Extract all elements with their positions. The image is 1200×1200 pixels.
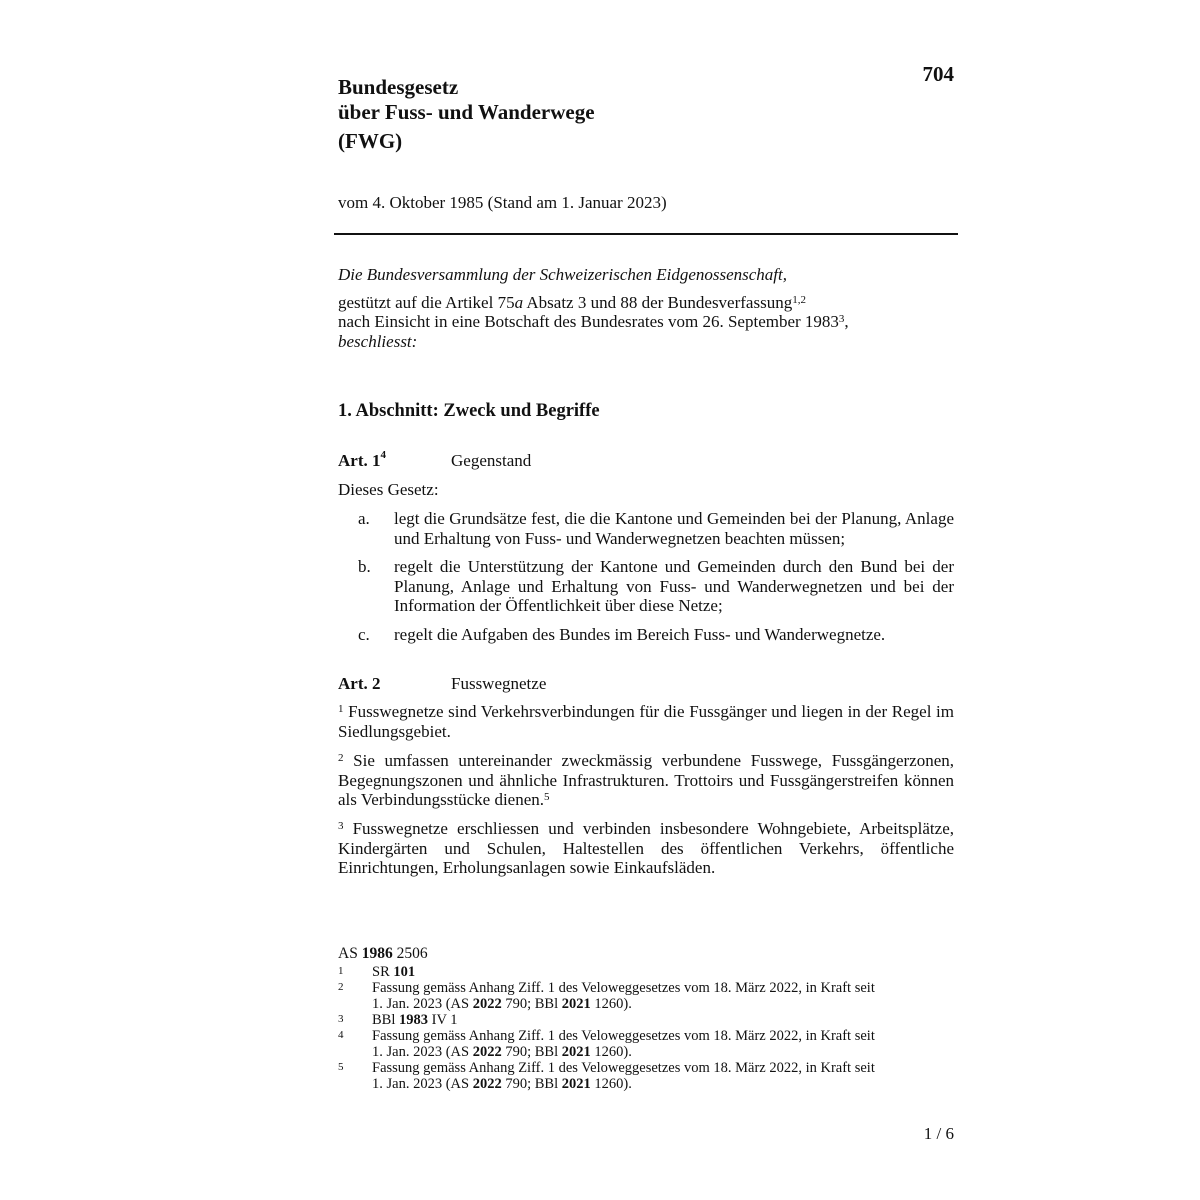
list-text: legt die Grundsätze fest, die die Kantone und Gemeinden bei der Planung, Anlage und Erhaltung von Fuss- und Wanderwegnetzen beachten müssen;: [394, 509, 954, 548]
footnote-bold: 2021: [561, 1044, 591, 1060]
footnote: [338, 1060, 958, 1092]
sr-number: 704: [922, 62, 954, 86]
footnote-text: 790; BBl: [501, 996, 562, 1012]
footnote: [338, 980, 958, 1012]
paragraph: [338, 702, 954, 741]
as-reference: [338, 946, 958, 962]
footnote-text: 1. Jan. 2023 (AS: [372, 1076, 473, 1092]
footnote-text: 1. Jan. 2023 (AS: [372, 996, 473, 1012]
footnote-text: IV 1: [428, 1012, 458, 1028]
article-number: [338, 451, 451, 471]
footnote-bold: 2022: [472, 1044, 502, 1060]
footnote-text: 790; BBl: [501, 1076, 562, 1092]
article-title: Gegenstand: [451, 451, 532, 470]
as-prefix: AS: [338, 945, 362, 962]
footnote: [338, 1028, 958, 1060]
paragraph-text: Sie umfassen untereinander zweckmässig verbundene Fusswege, Fussgängerzonen, Begegnungszonen und ähnliche Infrastrukturen. Trottoirs und Fussgängerstreifen können als Verbindungsstücke dienen.: [338, 751, 954, 809]
footnote-number: 3: [338, 1013, 344, 1025]
basis-letter: a: [514, 292, 524, 312]
footnote-ref[interactable]: 5: [544, 791, 550, 803]
preamble-insight: [338, 312, 954, 332]
footnote-number: 5: [338, 1061, 344, 1073]
footnote-text-line2: [372, 1044, 958, 1060]
footnote-text: 1260).: [590, 1076, 632, 1092]
footnote-ref[interactable]: 3: [838, 313, 845, 325]
footnote-ref[interactable]: 1,2: [792, 293, 806, 306]
paragraph: [338, 819, 954, 878]
preamble-basis: [338, 293, 954, 313]
footnote-bold: 2021: [561, 1076, 591, 1092]
footnote-text: 1260).: [590, 1044, 632, 1060]
article-1-intro: Dieses Gesetz:: [338, 480, 439, 499]
footnote-number: 2: [338, 981, 344, 993]
footnote-text: 1260).: [590, 996, 632, 1012]
preamble-intro: Die Bundesversammlung der Schweizerischen Eidgenossenschaft,: [338, 265, 787, 284]
list-label: b.: [358, 557, 371, 576]
title-line-1: Bundesgesetz: [338, 75, 459, 99]
footnote: [338, 964, 958, 980]
footnote-text-line2: [372, 996, 958, 1012]
footnote: [338, 1012, 958, 1028]
footnote-text: Fassung gemäss Anhang Ziff. 1 des Veloweggesetzes vom 18. März 2022, in Kraft seit: [372, 1060, 875, 1076]
insight-end: ,: [844, 312, 849, 331]
title-line-2: über Fuss- und Wanderwege: [338, 100, 595, 124]
article-number: Art. 2: [338, 674, 381, 693]
footnotes: [338, 946, 958, 1092]
footnote-text: BBl: [372, 1012, 399, 1028]
footnote-text: SR: [372, 964, 394, 980]
insight-text: nach Einsicht in eine Botschaft des Bundesrates vom 26. September 1983: [338, 312, 839, 331]
preamble: [338, 265, 954, 351]
basis-text-rest: Absatz 3 und 88 der Bundesverfassung: [523, 292, 793, 312]
date-line: vom 4. Oktober 1985 (Stand am 1. Januar 2023): [338, 193, 667, 212]
footnote-bold: 1983: [399, 1012, 428, 1028]
paragraph: [338, 751, 954, 810]
preamble-decides: beschliesst:: [338, 331, 418, 351]
paragraph-number: 1: [338, 703, 344, 715]
section-heading: 1. Abschnitt: Zweck und Begriffe: [338, 401, 600, 421]
paragraph-text: Fusswegnetze erschliessen und verbinden insbesondere Wohngebiete, Arbeitsplätze, Kindergärten und Schulen, Haltestellen des öffentlichen Verkehrs, öffentliche Einrichtungen, Erholungsanlagen sowie Einkaufsläden.: [338, 819, 954, 877]
footnote-bold: 2021: [561, 996, 591, 1012]
title-abbreviation: (FWG): [338, 129, 403, 153]
article-2-heading: [338, 674, 546, 694]
footnote-text-line2: [372, 1076, 958, 1092]
law-title: [338, 75, 595, 154]
list-text: regelt die Aufgaben des Bundes im Bereich Fuss- und Wanderwegnetze.: [394, 625, 886, 644]
footnote-ref[interactable]: 4: [380, 449, 386, 461]
as-year: 1986: [361, 945, 393, 962]
footnote-bold: 2022: [472, 996, 502, 1012]
footnote-text: Fassung gemäss Anhang Ziff. 1 des Veloweggesetzes vom 18. März 2022, in Kraft seit: [372, 980, 875, 996]
footnote-text: 790; BBl: [501, 1044, 562, 1060]
list-label: a.: [358, 509, 370, 528]
list-label: c.: [358, 625, 370, 644]
article-number-text: Art. 1: [338, 451, 381, 470]
footnote-text: Fassung gemäss Anhang Ziff. 1 des Veloweggesetzes vom 18. März 2022, in Kraft seit: [372, 1028, 875, 1044]
article-title: Fusswegnetze: [451, 674, 547, 693]
footnote-bold: 2022: [472, 1076, 502, 1092]
footnote-bold: 101: [393, 964, 416, 980]
footnote-number: 4: [338, 1029, 344, 1041]
footnote-text: 1. Jan. 2023 (AS: [372, 1044, 473, 1060]
header-divider: [334, 233, 958, 235]
basis-text: gestützt auf die Artikel 75: [338, 292, 515, 312]
list-text: regelt die Unterstützung der Kantone und Gemeinden durch den Bund bei der Planung, Anlage und Erhaltung von Fuss- und Wanderwegnetzen und bei der Information der Öffentlichkeit über diese Netze;: [394, 557, 954, 615]
page-number: 1 / 6: [923, 1124, 954, 1143]
paragraph-text: Fusswegnetze sind Verkehrsverbindungen für die Fussgänger und liegen in der Regel im Siedlungsgebiet.: [338, 702, 955, 741]
paragraph-number: 3: [338, 820, 344, 832]
as-page: 2506: [392, 945, 428, 962]
footnote-number: 1: [338, 965, 344, 977]
paragraph-number: 2: [338, 752, 344, 764]
article-1-heading: [338, 451, 531, 471]
